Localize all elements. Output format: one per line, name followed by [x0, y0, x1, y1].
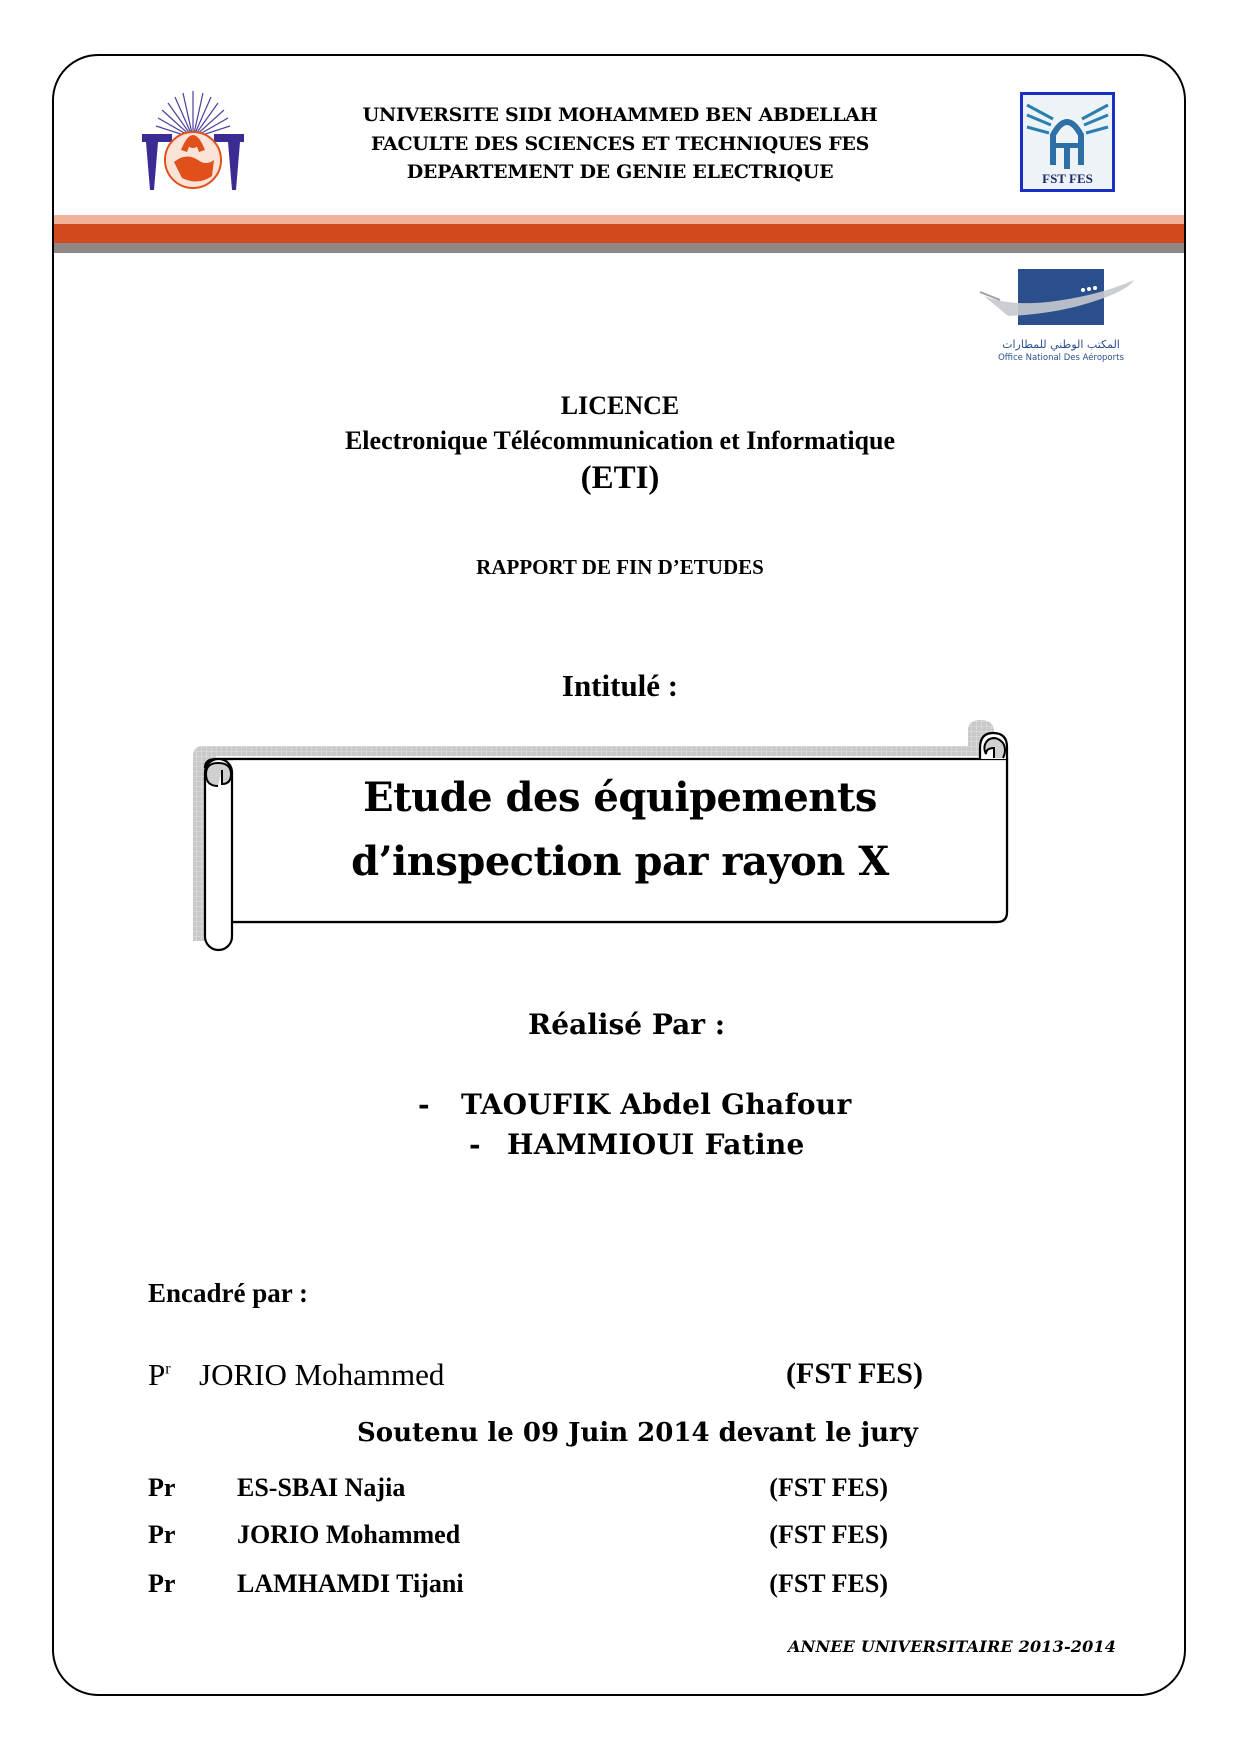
title-label: Intitulé : — [561, 668, 679, 703]
jury-name: JORIO Mohammed — [237, 1520, 461, 1549]
department-name: DEPARTEMENT DE GENIE ELECTRIQUE — [406, 161, 834, 183]
university-name: UNIVERSITE SIDI MOHAMMED BEN ABDELLAH — [362, 104, 878, 126]
faculty-name: FACULTE DES SCIENCES ET TECHNIQUES FES — [370, 133, 870, 155]
jury-row — [148, 1473, 888, 1507]
author-name-2: HAMMIOUI Fatine — [507, 1128, 805, 1161]
degree-level: LICENCE — [560, 391, 680, 420]
jury-name: LAMHAMDI Tijani — [237, 1569, 464, 1598]
supervisor-name: JORIO Mohammed — [199, 1357, 445, 1392]
jury-affiliation: (FST FES) — [769, 1520, 888, 1549]
degree-program: Electronique Télécommunication et Informatique — [344, 426, 896, 455]
authors-label: Réalisé Par : — [528, 1008, 726, 1041]
author-bullet-2: - — [469, 1128, 481, 1161]
header-band-orange — [54, 224, 1184, 243]
author-bullet-1: - — [418, 1088, 430, 1121]
onda-latin-name: Office National Des Aéroports — [998, 353, 1124, 363]
jury-row — [148, 1520, 888, 1554]
header-band-gray — [54, 243, 1184, 253]
supervisor-title-superscript: r — [165, 1360, 171, 1378]
degree-abbreviation: (ETI) — [580, 460, 660, 496]
jury-affiliation: (FST FES) — [769, 1473, 888, 1502]
jury-title: Pr — [148, 1520, 176, 1549]
report-type: RAPPORT DE FIN D’ETUDES — [476, 555, 764, 579]
header-band-light — [54, 215, 1184, 224]
supervisor-title-prefix: P — [148, 1357, 166, 1392]
onda-arabic-name: المكتب الوطني للمطارات — [1002, 338, 1120, 351]
supervisor-title — [148, 1357, 171, 1393]
report-title-line-1: Etude des équipements — [363, 774, 877, 821]
author-name-1: TAOUFIK Abdel Ghafour — [461, 1088, 852, 1121]
jury-title: Pr — [148, 1569, 176, 1598]
fst-fes-logo — [1020, 92, 1115, 192]
svg-text:FST FES: FST FES — [1042, 171, 1093, 186]
defense-statement: Soutenu le 09 Juin 2014 devant le jury — [357, 1418, 918, 1448]
jury-row — [148, 1569, 888, 1603]
onda-airports-logo — [978, 266, 1144, 370]
report-title-line-2: d’inspection par rayon X — [351, 838, 889, 885]
academic-year: ANNEE UNIVERSITAIRE 2013-2014 — [788, 1637, 1117, 1656]
jury-name: ES-SBAI Najia — [237, 1473, 406, 1502]
jury-title: Pr — [148, 1473, 176, 1502]
jury-affiliation: (FST FES) — [769, 1569, 888, 1598]
supervisor-label: Encadré par : — [148, 1278, 308, 1308]
supervisor-affiliation: (FST FES) — [786, 1357, 923, 1390]
